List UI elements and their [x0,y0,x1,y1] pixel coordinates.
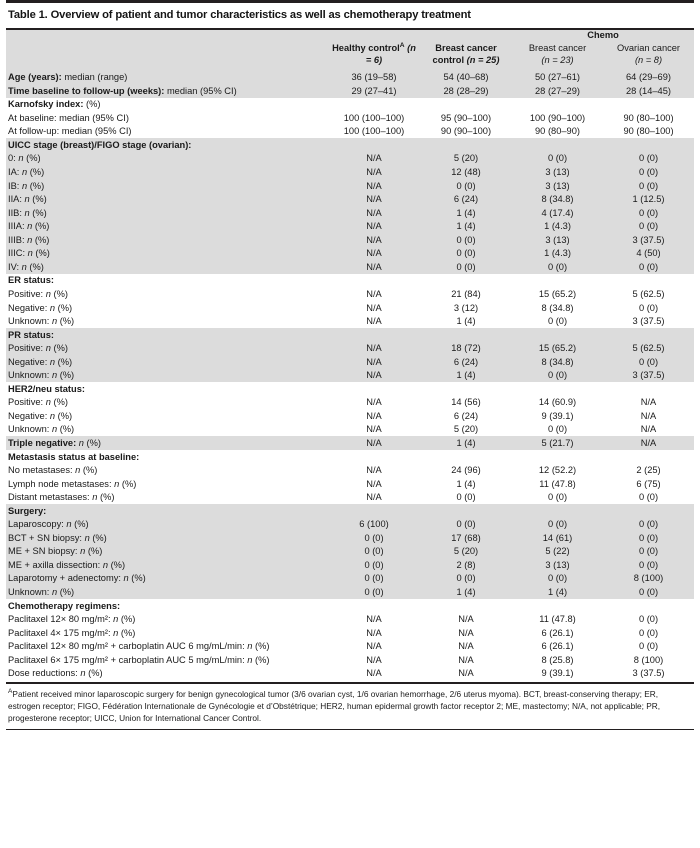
header-chemo-bc-n: (n = 23) [541,54,574,65]
cell-healthy-control: N/A [328,640,420,654]
header-chemo-oc-n: (n = 8) [634,54,663,65]
table-footnotes: $^A$Patient received minor laparoscopic surgery for benign gynecological tumor (3/6 ovarian cyst, 1/6 ovarian hemorrhage, 2/6 uterus myoma). BCT, breast-conserving therapy; ER, estrogen receptor; FIGO, Fédération Internationale de Gynécologie et d’Obstétrique; HER2, human epidermal growth factor receptor 2; ME, mastectomy; N/A, not applicable; PR, progesterone receptor; UICC, Union for International Cancer Control. [8,687,661,723]
cell-chemo-breast-cancer: 3 (13) [512,233,603,247]
cell-chemo-breast-cancer: 0 (0) [512,423,603,437]
cell-healthy-control: 6 (100) [328,518,420,532]
cell-chemo-breast-cancer: 0 (0) [512,369,603,383]
cell-breast-cancer-control: 21 (84) [420,287,512,301]
row-label: 0: n (%) [6,152,328,166]
cell-breast-cancer-control: 6 (24) [420,193,512,207]
cell-chemo-breast-cancer: 1 (4.3) [512,247,603,261]
header-chemo-ovarian-cancer [603,43,694,71]
header-chemo-breast-cancer [512,43,603,71]
cell-chemo-breast-cancer: 14 (60.9) [512,396,603,410]
table-row [6,98,694,112]
table-row [6,491,694,505]
cell-healthy-control: N/A [328,179,420,193]
table-row [6,477,694,491]
cell-chemo-ovarian-cancer: 0 (0) [603,626,694,640]
cell-chemo-breast-cancer: 3 (13) [512,558,603,572]
cell-healthy-control [328,274,420,288]
table-row [6,585,694,599]
header-group-row [6,30,694,43]
cell-healthy-control: N/A [328,369,420,383]
row-label: UICC stage (breast)/FIGO stage (ovarian): [6,138,328,152]
table-row [6,518,694,532]
table-row [6,220,694,234]
cell-chemo-breast-cancer: 8 (34.8) [512,301,603,315]
row-label: Paclitaxel 12× 80 mg/m²: n (%) [6,612,328,626]
cell-healthy-control: N/A [328,626,420,640]
cell-chemo-ovarian-cancer: 0 (0) [603,206,694,220]
cell-chemo-breast-cancer: 15 (65.2) [512,287,603,301]
footnote-marker-a: A [399,41,405,49]
cell-chemo-ovarian-cancer: 0 (0) [603,152,694,166]
cell-chemo-ovarian-cancer: 0 (0) [603,585,694,599]
row-label: HER2/neu status: [6,382,328,396]
row-label: IB: n (%) [6,179,328,193]
header-chemo-group: Chemo [587,29,619,40]
row-label: At baseline: median (95% CI) [6,111,328,125]
header-breast-cancer-control [420,30,512,71]
cell-breast-cancer-control: 95 (90–100) [420,111,512,125]
table-row [6,125,694,139]
table-row [6,599,694,613]
row-label: IIA: n (%) [6,193,328,207]
cell-breast-cancer-control: 6 (24) [420,355,512,369]
cell-chemo-ovarian-cancer: 0 (0) [603,545,694,559]
table-row [6,314,694,328]
row-label: Unknown: n (%) [6,585,328,599]
row-label: Time baseline to follow-up (weeks): median (95% CI) [6,84,328,98]
patient-characteristics-table [6,30,694,680]
cell-healthy-control: N/A [328,342,420,356]
cell-chemo-ovarian-cancer: N/A [603,409,694,423]
cell-chemo-ovarian-cancer: 0 (0) [603,491,694,505]
cell-healthy-control: N/A [328,396,420,410]
cell-breast-cancer-control: 1 (4) [420,369,512,383]
table-row [6,558,694,572]
table-body [6,71,694,681]
table-row [6,572,694,586]
cell-chemo-ovarian-cancer: 0 (0) [603,165,694,179]
table-row [6,504,694,518]
table-row [6,111,694,125]
cell-healthy-control [328,504,420,518]
cell-chemo-breast-cancer [512,504,603,518]
row-label: Laparoscopy: n (%) [6,518,328,532]
cell-healthy-control: 0 (0) [328,558,420,572]
cell-healthy-control: N/A [328,436,420,450]
cell-chemo-breast-cancer: 0 (0) [512,314,603,328]
cell-breast-cancer-control: 6 (24) [420,409,512,423]
table-row [6,301,694,315]
table-row [6,328,694,342]
cell-chemo-ovarian-cancer [603,504,694,518]
cell-chemo-ovarian-cancer: 28 (14–45) [603,84,694,98]
cell-healthy-control: 0 (0) [328,531,420,545]
cell-healthy-control [328,328,420,342]
table-row [6,138,694,152]
row-label: Triple negative: n (%) [6,436,328,450]
cell-breast-cancer-control: 0 (0) [420,518,512,532]
cell-chemo-ovarian-cancer: 1 (12.5) [603,193,694,207]
cell-breast-cancer-control: 14 (56) [420,396,512,410]
cell-chemo-breast-cancer [512,98,603,112]
cell-breast-cancer-control: 1 (4) [420,206,512,220]
row-label: IIIB: n (%) [6,233,328,247]
table-bottom-rule [6,729,694,731]
table-row [6,382,694,396]
table-row [6,206,694,220]
cell-chemo-ovarian-cancer: 90 (80–100) [603,111,694,125]
cell-chemo-ovarian-cancer: 5 (62.5) [603,287,694,301]
cell-chemo-breast-cancer: 1 (4) [512,585,603,599]
cell-chemo-ovarian-cancer: 0 (0) [603,558,694,572]
table-row [6,193,694,207]
cell-chemo-breast-cancer: 3 (13) [512,179,603,193]
row-label: IIB: n (%) [6,206,328,220]
row-label: BCT + SN biopsy: n (%) [6,531,328,545]
cell-breast-cancer-control: 5 (20) [420,423,512,437]
cell-breast-cancer-control: 0 (0) [420,247,512,261]
cell-chemo-ovarian-cancer: 6 (75) [603,477,694,491]
cell-chemo-breast-cancer: 3 (13) [512,165,603,179]
cell-breast-cancer-control: 1 (4) [420,314,512,328]
cell-breast-cancer-control: 17 (68) [420,531,512,545]
row-label: Paclitaxel 12× 80 mg/m² + carboplatin AUC 6 mg/mL/min: n (%) [6,640,328,654]
cell-breast-cancer-control [420,138,512,152]
row-label: Lymph node metastases: n (%) [6,477,328,491]
cell-chemo-ovarian-cancer [603,599,694,613]
cell-chemo-breast-cancer: 90 (80–90) [512,125,603,139]
cell-chemo-breast-cancer: 50 (27–61) [512,71,603,85]
cell-chemo-ovarian-cancer: 5 (62.5) [603,342,694,356]
cell-chemo-breast-cancer: 9 (39.1) [512,667,603,681]
cell-chemo-breast-cancer: 28 (27–29) [512,84,603,98]
cell-breast-cancer-control: 1 (4) [420,436,512,450]
cell-breast-cancer-control: 1 (4) [420,585,512,599]
row-label: IIIC: n (%) [6,247,328,261]
cell-breast-cancer-control: 3 (12) [420,301,512,315]
cell-healthy-control: N/A [328,220,420,234]
cell-breast-cancer-control: N/A [420,612,512,626]
header-chemo-bc-label: Breast cancer [528,42,587,53]
cell-chemo-ovarian-cancer: 3 (37.5) [603,667,694,681]
cell-chemo-ovarian-cancer [603,328,694,342]
cell-healthy-control: N/A [328,193,420,207]
cell-breast-cancer-control: N/A [420,667,512,681]
table-row [6,423,694,437]
cell-chemo-ovarian-cancer: N/A [603,436,694,450]
header-healthy-control-label: Healthy control [332,42,400,53]
cell-chemo-breast-cancer: 1 (4.3) [512,220,603,234]
cell-chemo-breast-cancer: 0 (0) [512,152,603,166]
cell-healthy-control: 100 (100–100) [328,111,420,125]
cell-chemo-breast-cancer: 14 (61) [512,531,603,545]
table-row [6,287,694,301]
cell-healthy-control: N/A [328,477,420,491]
cell-chemo-breast-cancer: 12 (52.2) [512,463,603,477]
table-row [6,653,694,667]
cell-healthy-control [328,98,420,112]
cell-healthy-control: N/A [328,491,420,505]
row-label: Paclitaxel 4× 175 mg/m²: n (%) [6,626,328,640]
cell-chemo-ovarian-cancer: 3 (37.5) [603,369,694,383]
cell-chemo-ovarian-cancer: 0 (0) [603,518,694,532]
cell-chemo-breast-cancer: 0 (0) [512,518,603,532]
row-label: At follow-up: median (95% CI) [6,125,328,139]
cell-chemo-ovarian-cancer: N/A [603,423,694,437]
cell-chemo-breast-cancer [512,138,603,152]
row-label: ER status: [6,274,328,288]
cell-chemo-breast-cancer: 4 (17.4) [512,206,603,220]
row-label: Karnofsky index: (%) [6,98,328,112]
table-row [6,409,694,423]
row-label: ME + SN biopsy: n (%) [6,545,328,559]
cell-healthy-control: N/A [328,287,420,301]
cell-chemo-ovarian-cancer: 0 (0) [603,640,694,654]
cell-chemo-breast-cancer: 5 (21.7) [512,436,603,450]
cell-healthy-control: N/A [328,247,420,261]
cell-breast-cancer-control: 28 (28–29) [420,84,512,98]
table-row [6,260,694,274]
cell-chemo-ovarian-cancer [603,98,694,112]
cell-healthy-control: N/A [328,423,420,437]
header-corner-spacer [6,30,328,71]
row-label: Age (years): median (range) [6,71,328,85]
table-header [6,30,694,71]
cell-breast-cancer-control: 0 (0) [420,233,512,247]
cell-chemo-breast-cancer: 8 (34.8) [512,355,603,369]
table-row [6,369,694,383]
cell-chemo-ovarian-cancer: 64 (29–69) [603,71,694,85]
cell-healthy-control: N/A [328,301,420,315]
table-row [6,545,694,559]
cell-chemo-ovarian-cancer: 3 (37.5) [603,314,694,328]
header-healthy-control [328,30,420,71]
cell-chemo-breast-cancer: 11 (47.8) [512,477,603,491]
table-row [6,531,694,545]
cell-chemo-ovarian-cancer: 4 (50) [603,247,694,261]
cell-breast-cancer-control [420,98,512,112]
table-row [6,165,694,179]
table-row [6,274,694,288]
cell-chemo-ovarian-cancer: 0 (0) [603,531,694,545]
cell-breast-cancer-control: 5 (20) [420,545,512,559]
row-label: Unknown: n (%) [6,423,328,437]
row-label: Chemotherapy regimens: [6,599,328,613]
table-row [6,355,694,369]
cell-chemo-ovarian-cancer [603,138,694,152]
cell-chemo-breast-cancer [512,274,603,288]
cell-chemo-breast-cancer: 8 (25.8) [512,653,603,667]
footnote-marker-a-text: A [8,687,13,695]
cell-healthy-control: 0 (0) [328,545,420,559]
cell-chemo-ovarian-cancer: 8 (100) [603,572,694,586]
cell-breast-cancer-control [420,599,512,613]
cell-chemo-ovarian-cancer: 0 (0) [603,220,694,234]
row-label: Dose reductions: n (%) [6,667,328,681]
header-bcc-line1: Breast cancer [435,42,497,53]
cell-chemo-breast-cancer: 0 (0) [512,491,603,505]
cell-healthy-control: N/A [328,314,420,328]
table-row [6,667,694,681]
row-label: Paclitaxel 6× 175 mg/m² + carboplatin AUC 5 mg/mL/min: n (%) [6,653,328,667]
cell-breast-cancer-control: 0 (0) [420,179,512,193]
cell-healthy-control: N/A [328,667,420,681]
row-label: IIIA: n (%) [6,220,328,234]
cell-breast-cancer-control: 5 (20) [420,152,512,166]
cell-healthy-control: N/A [328,260,420,274]
cell-chemo-ovarian-cancer: 90 (80–100) [603,125,694,139]
table-row [6,396,694,410]
cell-healthy-control: N/A [328,612,420,626]
table-row [6,152,694,166]
cell-chemo-ovarian-cancer: 0 (0) [603,612,694,626]
row-label: Distant metastases: n (%) [6,491,328,505]
cell-breast-cancer-control: 1 (4) [420,220,512,234]
cell-chemo-ovarian-cancer [603,274,694,288]
cell-healthy-control: N/A [328,165,420,179]
cell-breast-cancer-control: 90 (90–100) [420,125,512,139]
cell-breast-cancer-control [420,328,512,342]
cell-healthy-control: 29 (27–41) [328,84,420,98]
row-label: Metastasis status at baseline: [6,450,328,464]
cell-chemo-ovarian-cancer: 2 (25) [603,463,694,477]
cell-breast-cancer-control: 0 (0) [420,260,512,274]
cell-chemo-ovarian-cancer: 0 (0) [603,301,694,315]
cell-chemo-ovarian-cancer: 3 (37.5) [603,233,694,247]
cell-healthy-control [328,382,420,396]
cell-healthy-control: N/A [328,463,420,477]
cell-chemo-ovarian-cancer: 0 (0) [603,179,694,193]
cell-breast-cancer-control: 0 (0) [420,491,512,505]
cell-breast-cancer-control [420,274,512,288]
header-healthy-control-n: (n = 6) [365,42,416,65]
cell-chemo-breast-cancer: 9 (39.1) [512,409,603,423]
row-label: Negative: n (%) [6,409,328,423]
cell-chemo-breast-cancer [512,450,603,464]
row-label: No metastases: n (%) [6,463,328,477]
row-label: Unknown: n (%) [6,369,328,383]
cell-healthy-control: N/A [328,206,420,220]
table-row [6,640,694,654]
cell-breast-cancer-control: 1 (4) [420,477,512,491]
row-label: Surgery: [6,504,328,518]
table-row [6,436,694,450]
table-row [6,612,694,626]
cell-breast-cancer-control: N/A [420,626,512,640]
cell-healthy-control: 0 (0) [328,585,420,599]
cell-chemo-breast-cancer: 6 (26.1) [512,640,603,654]
row-label: Laparotomy + adenectomy: n (%) [6,572,328,586]
cell-breast-cancer-control: N/A [420,653,512,667]
table-row [6,179,694,193]
cell-chemo-ovarian-cancer: 0 (0) [603,260,694,274]
cell-chemo-breast-cancer: 6 (26.1) [512,626,603,640]
cell-breast-cancer-control: 0 (0) [420,572,512,586]
row-label: PR status: [6,328,328,342]
table-row [6,463,694,477]
row-label: IV: n (%) [6,260,328,274]
cell-chemo-ovarian-cancer: 0 (0) [603,355,694,369]
cell-healthy-control: N/A [328,233,420,247]
header-bcc-line2: control [432,54,465,65]
cell-breast-cancer-control: 54 (40–68) [420,71,512,85]
row-label: Positive: n (%) [6,396,328,410]
cell-chemo-breast-cancer: 15 (65.2) [512,342,603,356]
cell-breast-cancer-control [420,504,512,518]
table-row [6,450,694,464]
cell-chemo-breast-cancer [512,382,603,396]
cell-healthy-control: N/A [328,355,420,369]
cell-breast-cancer-control: N/A [420,640,512,654]
row-label: IA: n (%) [6,165,328,179]
cell-breast-cancer-control: 24 (96) [420,463,512,477]
cell-chemo-breast-cancer: 0 (0) [512,572,603,586]
cell-healthy-control: 0 (0) [328,572,420,586]
cell-breast-cancer-control [420,450,512,464]
cell-healthy-control [328,138,420,152]
row-label: ME + axilla dissection: n (%) [6,558,328,572]
cell-chemo-ovarian-cancer: 8 (100) [603,653,694,667]
cell-chemo-breast-cancer: 0 (0) [512,260,603,274]
cell-chemo-ovarian-cancer [603,450,694,464]
cell-breast-cancer-control: 2 (8) [420,558,512,572]
cell-chemo-ovarian-cancer: N/A [603,396,694,410]
table-row [6,233,694,247]
cell-healthy-control: 100 (100–100) [328,125,420,139]
row-label: Positive: n (%) [6,342,328,356]
header-bcc-n: (n = 25) [466,54,500,65]
table-row [6,84,694,98]
table-row [6,342,694,356]
table-title: Table 1. Overview of patient and tumor characteristics as well as chemotherapy treatment [8,9,471,21]
cell-chemo-breast-cancer [512,599,603,613]
table-row [6,71,694,85]
cell-breast-cancer-control [420,382,512,396]
cell-breast-cancer-control: 18 (72) [420,342,512,356]
cell-healthy-control: 36 (19–58) [328,71,420,85]
cell-chemo-breast-cancer: 5 (22) [512,545,603,559]
row-label: Unknown: n (%) [6,314,328,328]
cell-healthy-control [328,450,420,464]
table-row [6,626,694,640]
cell-breast-cancer-control: 12 (48) [420,165,512,179]
cell-chemo-ovarian-cancer [603,382,694,396]
cell-healthy-control: N/A [328,152,420,166]
cell-chemo-breast-cancer: 11 (47.8) [512,612,603,626]
row-label: Positive: n (%) [6,287,328,301]
table-row [6,247,694,261]
cell-healthy-control [328,599,420,613]
cell-chemo-breast-cancer: 100 (90–100) [512,111,603,125]
cell-chemo-breast-cancer: 8 (34.8) [512,193,603,207]
cell-chemo-breast-cancer [512,328,603,342]
cell-healthy-control: N/A [328,409,420,423]
row-label: Negative: n (%) [6,301,328,315]
header-chemo-oc-label: Ovarian cancer [616,42,681,53]
cell-healthy-control: N/A [328,653,420,667]
row-label: Negative: n (%) [6,355,328,369]
